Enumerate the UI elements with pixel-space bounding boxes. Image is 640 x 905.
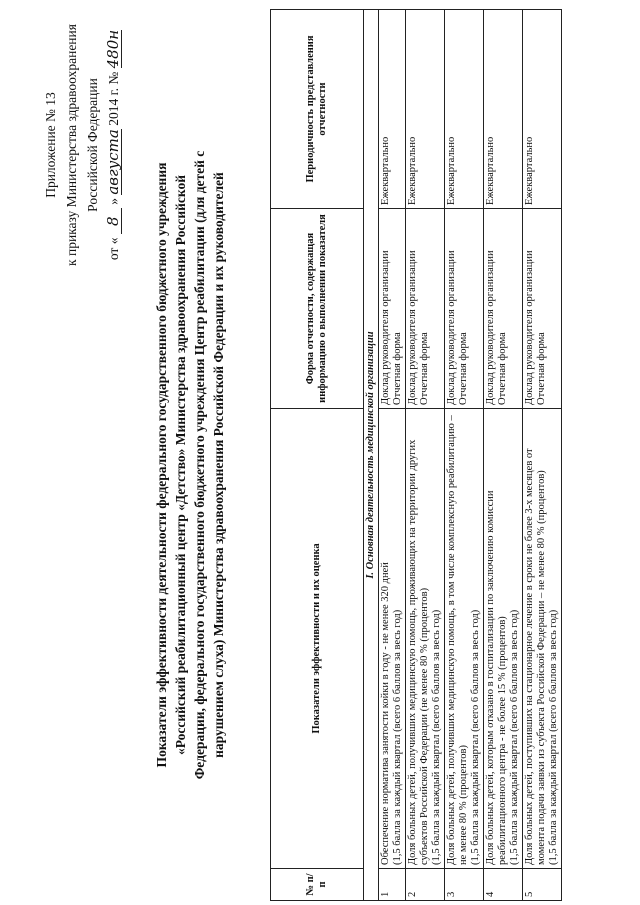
header-num: № п/п xyxy=(271,869,364,901)
date-mid: » xyxy=(106,198,121,205)
indicator-score: (1,5 балла за каждый квартал (всего 6 баллов за весь год) xyxy=(470,609,481,865)
indicator-text: Доля больных детей, которым отказано в госпитализации по заключению комиссии реабилитационного центра - не более 15 % (процентов) xyxy=(485,490,508,865)
header-indicator: Показатели эффективности и их оценка xyxy=(271,409,364,869)
appendix-number: Приложение № 13 xyxy=(43,92,58,198)
form-report: Доклад руководителя организации xyxy=(524,250,535,405)
indicator-score: (1,5 балла за каждый квартал (всего 6 баллов за весь год) xyxy=(548,609,559,865)
period-cell: Ежеквартально xyxy=(379,10,406,209)
indicator-text: Доля больных детей, получивших медицинскую помощь, проживающих на территории других субъектов Российской Федерации (не менее 80 % (процентов) xyxy=(407,439,430,865)
appendix-ministry: Российской Федерации xyxy=(85,78,100,212)
form-report: Доклад руководителя организации xyxy=(380,250,391,405)
appendix-date xyxy=(103,0,124,290)
form-reporting: Отчетная форма xyxy=(536,332,547,405)
table-row xyxy=(484,10,523,901)
period-cell: Ежеквартально xyxy=(406,10,445,209)
indicator-score: (1,5 балла за каждый квартал (всего 6 баллов за весь год) xyxy=(431,609,442,865)
date-year: 2014 г. № xyxy=(106,71,121,126)
row-number: 3 xyxy=(445,869,484,901)
form-reporting: Отчетная форма xyxy=(419,332,430,405)
indicator-cell xyxy=(406,409,445,869)
row-number: 5 xyxy=(523,869,562,901)
form-reporting: Отчетная форма xyxy=(392,332,403,405)
period-cell: Ежеквартально xyxy=(484,10,523,209)
form-cell xyxy=(523,209,562,409)
indicator-score: (1,5 балла за каждый квартал (всего 6 баллов за весь год) xyxy=(392,609,403,865)
form-cell xyxy=(406,209,445,409)
period-cell: Ежеквартально xyxy=(445,10,484,209)
row-number: 1 xyxy=(379,869,406,901)
indicators-table xyxy=(270,9,562,901)
header-form: Форма отчетности, содержащая информацию о выполнении показателя xyxy=(271,209,364,409)
section-title: I. Основная деятельность медицинской организации xyxy=(364,10,379,901)
document-title: Показатели эффективности деятельности федерального государственного бюджетного учреждения «Российский реабилитационный центр «Детство» Министерства здравоохранения Российской Федерации, федерального государственного бюджетного учреждения Центр реабилитации (для детей с нарушением слуха) Министерства здравоохранения Российской Федерации и их руководителей xyxy=(154,150,226,780)
header-period: Периодичность представления отчетности xyxy=(271,10,364,209)
indicator-cell xyxy=(445,409,484,869)
form-report: Доклад руководителя организации xyxy=(446,250,457,405)
order-number: 480н xyxy=(104,29,122,69)
indicator-cell xyxy=(484,409,523,869)
table-row xyxy=(523,10,562,901)
indicator-text: Обеспечение норматива занятости койки в году - не менее 320 дней xyxy=(380,562,391,865)
indicator-cell xyxy=(379,409,406,869)
indicator-text: Доля больных детей, поступивших на стационарное лечение в сроки не более 3-х месяцев от момента подачи заявки из субъекта Российской Федерации – не менее 80 % (процентов) xyxy=(524,448,547,865)
period-cell: Ежеквартально xyxy=(523,10,562,209)
date-day: 8 xyxy=(105,208,122,234)
form-cell xyxy=(484,209,523,409)
form-report: Доклад руководителя организации xyxy=(407,250,418,405)
appendix-header xyxy=(40,0,124,290)
form-reporting: Отчетная форма xyxy=(497,332,508,405)
form-report: Доклад руководителя организации xyxy=(485,250,496,405)
date-prefix: от « xyxy=(106,237,121,261)
date-month: августа xyxy=(104,129,122,195)
form-cell xyxy=(379,209,406,409)
form-reporting: Отчетная форма xyxy=(458,332,469,405)
table-row xyxy=(406,10,445,901)
indicator-cell xyxy=(523,409,562,869)
row-number: 4 xyxy=(484,869,523,901)
indicator-text: Доля больных детей, получивших медицинскую помощь, в том числе комплексную реабилитацию – не менее 80 % (процентов) xyxy=(446,415,469,865)
row-number: 2 xyxy=(406,869,445,901)
appendix-order-ref: к приказу Министерства здравоохранения xyxy=(64,24,79,266)
table-row xyxy=(379,10,406,901)
form-cell xyxy=(445,209,484,409)
table-header-row xyxy=(271,10,364,901)
table-row xyxy=(445,10,484,901)
section-row xyxy=(364,10,379,901)
indicator-score: (1,5 балла за каждый квартал (всего 6 баллов за весь год) xyxy=(509,609,520,865)
